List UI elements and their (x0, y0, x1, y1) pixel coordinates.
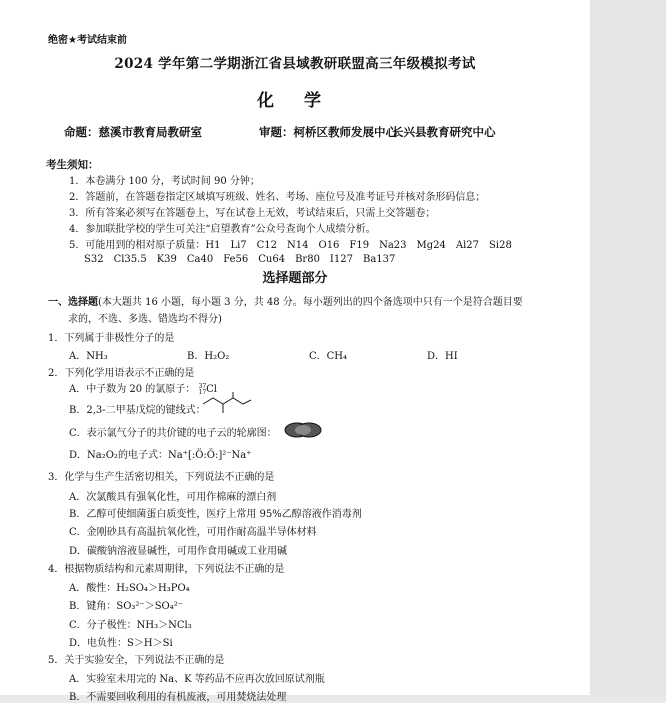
notice-item: S32 Cl35.5 K39 Ca40 Fe56 Cu64 Br80 I127 Ba137 (84, 254, 396, 265)
notice-item: 1．本卷满分 100 分，考试时间 90 分钟； (69, 176, 260, 187)
q2-option-a (69, 380, 217, 396)
electron-cloud-icon (284, 422, 322, 438)
q1-option-c: C．CH₄ (309, 351, 348, 362)
q4-option-d: D．电负性：S＞H＞Si (69, 638, 173, 649)
q2-option-d-text: D．Na₂O₂的电子式： (69, 450, 168, 461)
electron-formula: Na⁺[:Ö:Ö:]²⁻Na⁺ (167, 450, 252, 461)
q3-option-b: B．乙醇可使细菌蛋白质变性，医疗上常用 95%乙醇溶液作消毒剂 (69, 509, 362, 520)
notice-heading: 考生须知： (46, 159, 99, 171)
q4-option-c: C．分子极性：NH₃＞NCl₃ (69, 620, 192, 631)
q5-option-a: A．实验室未用完的 Na、K 等药品不应再次放回原试剂瓶 (69, 674, 325, 685)
q2-option-d (69, 446, 252, 461)
notice-item: 4．参加联批学校的学生可关注“启望教育”公众号查询个人成绩分析。 (69, 224, 376, 235)
part-heading-text: (本大题共 16 小题，每小题 3 分，共 48 分。每小题列出的四个备选项中只有一个是符合题目要 (98, 297, 523, 308)
isotope-symbol: Cl (206, 384, 217, 395)
atomic-number: 17 (198, 388, 207, 396)
exam-title: 2024 学年第二学期浙江省县域教研联盟高三年级模拟考试 (114, 56, 476, 72)
author-reviewer-2: 长兴县教育研究中心 (392, 125, 496, 139)
q1-option-b: B．H₂O₂ (187, 351, 230, 362)
q2-option-c: C．表示氯气分子的共价键的电子云的轮廓图： (69, 428, 277, 439)
viewer-side-panel (590, 0, 666, 695)
notice-item: 3．所有答案必须写在答题卷上，写在试卷上无效，考试结束后，只需上交答题卷； (69, 208, 436, 219)
q5-option-b: B．不需要回收利用的有机废液，可用焚烧法处理 (69, 692, 287, 703)
q3-stem: 3．化学与生产生活密切相关，下列说法不正确的是 (48, 472, 275, 483)
q4-stem: 4．根据物质结构和元素周期律，下列说法不正确的是 (48, 564, 285, 575)
skeletal-formula-icon (203, 392, 253, 414)
author-reviewer: 审题：柯桥区教师发展中心 (259, 125, 397, 139)
q1-stem: 1．下列属于非极性分子的是 (48, 333, 175, 344)
q1-option-a: A．NH₃ (69, 351, 108, 362)
q2-option-a-text: A．中子数为 20 的氯原子： (69, 384, 196, 395)
mass-number: 37 (198, 382, 207, 390)
notice-item: 2．答题前，在答题卷指定区域填写班级、姓名、考场、座位号及准考证号并核对条形码信息； (69, 192, 486, 203)
part-heading-label: 一、选择题 (48, 297, 98, 308)
q4-option-a: A．酸性：H₂SO₄＞H₃PO₄ (69, 583, 190, 594)
q4-option-b: B．键角：SO₃²⁻＞SO₄²⁻ (69, 601, 184, 612)
section-title: 选择题部分 (262, 271, 328, 286)
q1-option-d: D．HI (427, 351, 458, 362)
subject-title: 化 学 (257, 91, 333, 111)
q2-stem: 2．下列化学用语表示不正确的是 (48, 368, 195, 379)
part-heading (48, 293, 523, 308)
q3-option-d: D．碳酸钠溶液显碱性，可用作食用碱或工业用碱 (69, 546, 288, 557)
confidential-label: 绝密★考试结束前 (48, 35, 127, 46)
q2-option-b: B．2,3-二甲基戊烷的键线式： (69, 405, 206, 416)
part-instructions: 求的，不选、多选、错选均不得分) (68, 314, 222, 325)
q3-option-c: C．金刚砂具有高温抗氧化性，可用作耐高温半导体材料 (69, 527, 317, 538)
q5-stem: 5．关于实验安全，下列说法不正确的是 (48, 655, 225, 666)
author-proposer: 命题：慈溪市教育局教研室 (64, 125, 202, 139)
notice-item: 5．可能用到的相对原子质量：H1 Li7 C12 N14 O16 F19 Na23 Mg24 Al27 Si28 (69, 240, 512, 251)
q3-option-a: A．次氯酸具有强氧化性，可用作棉麻的漂白剂 (69, 492, 277, 503)
